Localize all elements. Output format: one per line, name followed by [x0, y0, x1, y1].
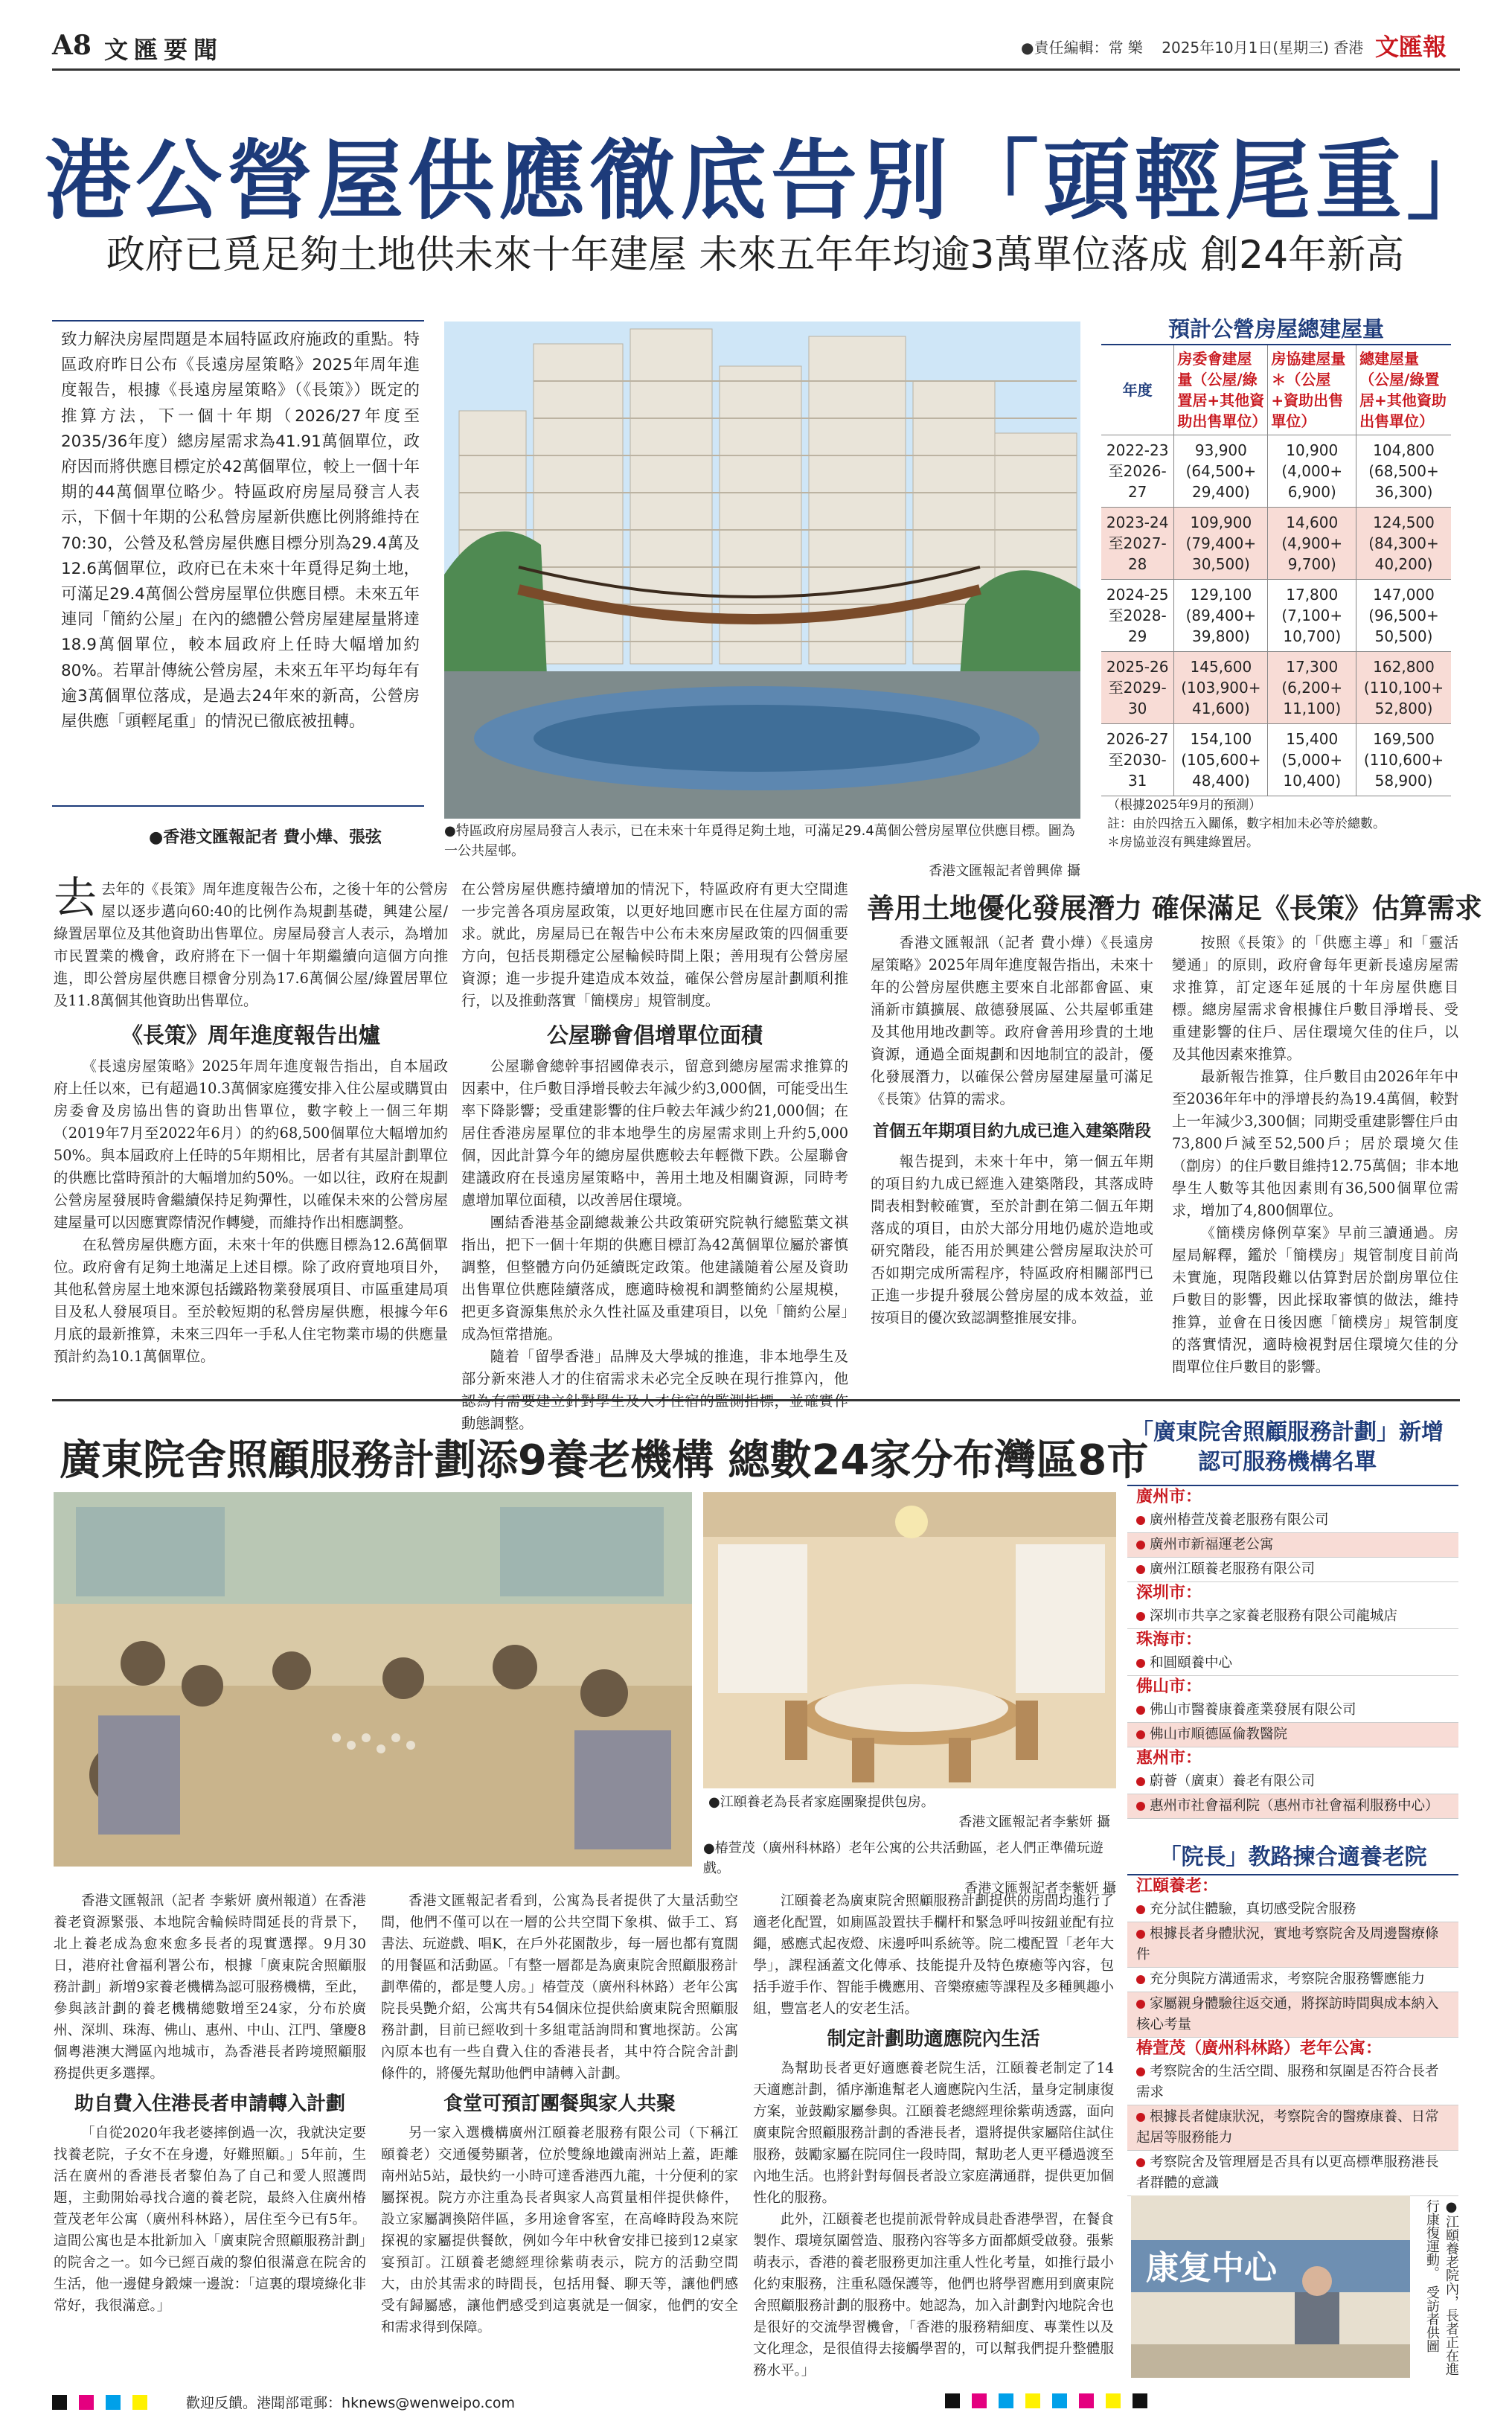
table-cell-line: (68,500+ [1368, 462, 1439, 480]
footer-feedback[interactable]: 歡迎反饋。港聞部電郵：hknews@wenweipo.com [186, 2395, 516, 2411]
color-swatch-black [52, 2395, 67, 2410]
table-cell-line: 147,000 [1373, 586, 1435, 604]
date: 2025年10月1日(星期三) 香港 [1162, 39, 1364, 57]
tip-text: 考察院舍及管理層是否具有以更高標準服務港長者群體的意識 [1136, 2155, 1439, 2191]
table-cell [1174, 435, 1268, 508]
institution-item [1127, 1605, 1458, 1629]
city-label: 珠海市： [1136, 1631, 1202, 1649]
institution-name: 廣州椿萱茂養老服務有限公司 [1150, 1512, 1329, 1528]
table-cell-line: 50,500) [1374, 627, 1433, 645]
table-cell [1174, 652, 1268, 724]
table-cell-line: 2025-26至2029-30 [1106, 658, 1169, 717]
article1-p3: 在私營房屋供應方面，未來十年的供應目標為12.6萬個單位。政府會有足夠土地滿足上述目標。除了政府賣地項目外，其他私營房屋土地來源包括鐵路物業發展項目、市區重建局項目及私人發展項目。至於較短期的私營房屋供應，根據今年6月底的最新推算，未來三四年一手私人住宅物業市場的供應量預計約為10.1萬個單位。 [54, 1236, 448, 1365]
table-row [1101, 435, 1451, 508]
institution-list-title: 「廣東院舍照顧服務計劃」新增認可服務機構名單 [1131, 1419, 1444, 1475]
gd-subhead1: 助自費入住港長者申請轉入計劃 [74, 2093, 345, 2115]
table-cell [1356, 508, 1451, 580]
rehab-sign: 康复中心 [1146, 2249, 1277, 2287]
housing-estate-illustration [444, 322, 1080, 819]
bullet-icon [1136, 2113, 1145, 2122]
article2-p4: 最新報告推算，住戶數目由2026年年中至2036年年中的淨增長約為19.4萬個，較對上一年減少3,300個；同期受重建影響住戶由73,800戶減至52,500戶；居於環境欠佳（劏房）的住戶數目維持12.75萬個；非本地學生人數等其他因素則有36,500個單位需求，增加了4,800個單位。 [1172, 1068, 1458, 1219]
article2-subhead1: 首個五年期項目約九成已進入建築階段 [872, 1122, 1151, 1141]
table-cell-line: (105,600+ [1181, 751, 1261, 769]
table-cell-line: (5,000+ [1281, 751, 1343, 769]
tip-text: 考察院舍的生活空間、服務和氛圍是否符合長者需求 [1136, 2064, 1439, 2100]
color-swatch-yellow [132, 2395, 147, 2410]
city-label: 佛山市： [1136, 1677, 1202, 1696]
table-cell-line: 58,900) [1374, 772, 1433, 790]
table-note-3: ＊房協並沒有興建綠置居。 [1107, 835, 1259, 850]
institution-name: 深圳市共享之家養老服務有限公司龍城店 [1150, 1608, 1398, 1624]
institution-item [1127, 1533, 1458, 1558]
institution-name: 廣州江頤養老服務有限公司 [1150, 1561, 1316, 1577]
tip-text: 根據長者健康狀況，考察院舍的醫療康養、日常起居等服務能力 [1136, 2109, 1439, 2146]
table-cell [1101, 724, 1174, 796]
table-row [1101, 724, 1451, 796]
table-cell-line: (89,400+ [1185, 607, 1257, 624]
table-cell-line: 14,600 [1286, 514, 1339, 531]
article1-p2: 《長遠房屋策略》2025年周年進度報告指出，自本屆政府上任以來，已有超過10.3萬個家庭獲安排入住公屋或購買由房委會及房協出售的資助出售單位，數字較上一個三年期（2019年7月至2022年6月）的約68,500個單位大幅增加約50%。與本屆政府上任時的5年期相比，居者有其屋計劃單位的供應比當時預計的大幅增加約50%。一如以往，政府在規劃公營房屋發展時會繼續保持足夠彈性，以確保未來的公營房屋建屋量可以因應實際情況作轉變，而維持作出相應調整。 [54, 1058, 448, 1231]
tip-item [1127, 1922, 1458, 1968]
activity-illustration [54, 1492, 692, 1867]
table-cell-line: 2024-25至2028-29 [1106, 586, 1169, 645]
article1-subhead2: 公屋聯會倡增單位面積 [546, 1023, 763, 1048]
article2-p5: 《簡樸房條例草案》早前三讀通過。房屋局解釋，鑑於「簡樸房」規管制度目前尚未實施，現階段難以估算對居於劏房單位住戶數目的影響，因此採取審慎的做法，維持推算，並會在日後因應「簡樸房」規管制度的落實情況，適時檢視對居住環境欠佳的分間單位住戶數目的影響。 [1172, 1224, 1458, 1375]
table-row [1101, 652, 1451, 724]
institution-item [1127, 1794, 1458, 1819]
table-cell-line: (84,300+ [1368, 534, 1439, 552]
gd-p7: 此外，江頤養老也提前派骨幹成員赴香港學習，在餐食製作、環境氛圍營造、服務內容等多方面都頗受啟發。張紫萌表示，香港的養老服務更加注重人性化考量，如推行最小化約束服務，注重私隱保護等，他們也將學習應用到廣東院舍照顧服務計劃的服務中。她認為，加入計劃對內地院舍也是很好的交流學習機會，「香港的服務精細度、專業性以及文化理念，是很值得去接觸學習的，可以幫我們提升整體服務水平。」 [753, 2212, 1114, 2379]
table-cell-line: 2023-24至2027-28 [1106, 514, 1169, 573]
bullet-icon [1136, 1706, 1145, 1715]
activity-credit: 香港文匯報記者李紫妍 攝 [964, 1881, 1116, 1896]
city-label: 深圳市： [1136, 1584, 1202, 1602]
headline-subtitle: 政府已覓足夠土地供未來十年建屋 未來五年年均逾3萬單位落成 創24年新高 [106, 233, 1405, 278]
table-cell-line: 6,900) [1287, 483, 1336, 501]
table-cell-line: (7,100+ [1281, 607, 1343, 624]
table-cell [1101, 652, 1174, 724]
tip-item [1127, 1968, 1458, 1992]
table-cell-line: 40,200) [1374, 555, 1433, 573]
dean-group1-title: 江頤養老： [1136, 1877, 1219, 1896]
tip-text: 充分試住體驗，真切感受院舍服務 [1150, 1902, 1356, 1917]
article1-p1: 去年的《長策》周年進度報告公布，之後十年的公營房屋以逐步邁向60:40的比例作為規劃基礎，興建公屋/綠置居單位及其他資助出售單位。房屋局發言人表示，為增加市民置業的機會，政府將在下一個十年期繼續向這個方向推進，即公營房屋供應目標會分別為17.6萬個公屋/綠置居單位及11.8萬個其他資助出售單位。 [54, 880, 448, 1009]
lead-text: 致力解決房屋問題是本屆特區政府施政的重點。特區政府昨日公布《長遠房屋策略》2025年周年進度報告，根據《長遠房屋策略》（《長策》）既定的推算方法，下一個十年期（2026/27年度至2035/36年度）總房屋需求為41.91萬個單位，政府因而將供應目標定於42萬個單位，較上一個十年期的44萬個單位略少。特區政府房屋局發言人表示，下個十年期的公私營房屋新供應比例將維持在70:30，公營及私營房屋供應目標分別為29.4萬及12.6萬個單位，政府已在未來十年覓得足夠土地，可滿足29.4萬個公營房屋單位供應目標。未來五年連同「簡約公屋」在內的總體公營房屋建屋量將達18.9萬個單位，較本屆政府上任時大幅增加約80%。若單計傳統公營房屋，未來五年平均每年有逾3萬個單位落成，是過去24年來的新高，公營房屋供應「頭輕尾重」的情況已徹底被扭轉。 [61, 330, 420, 732]
bullet-icon [1136, 1516, 1145, 1525]
table-cell [1356, 580, 1451, 652]
dining-caption-block [708, 1792, 1110, 1832]
table-cell-line: 124,500 [1373, 514, 1435, 531]
table-cell [1268, 652, 1356, 724]
table-cell [1356, 724, 1451, 796]
rehab-credit: 受訪者供圖 [1424, 2286, 1440, 2353]
table-cell-line: (64,500+ [1185, 462, 1257, 480]
gd-p4: 另一家入選機構廣州江頤養老服務有限公司（下稱江頤養老）交通優勢顯著，位於雙線地鐵南洲站上蓋，距離南州站5站，最快約一小時可達香港西九龍，十分便利的家屬探視。院方亦注重為長者與家人高質量相伴提供條件，設立家屬調換陪伴區，多用途會客室，在高峰時段為來院探視的家屬提供餐飲，例如今年中秋會安排已接到12桌家宴預訂。江頤養老總經理徐紫萌表示，院方的活動空間大，由於其需求的時間長，包括用餐、聊天等，讓他們感受有歸屬感，讓他們感受到這裏就是一個家，他們的安全和需求得到保障。 [381, 2126, 738, 2335]
gd-col1 [54, 1890, 366, 2317]
article1-col2 [461, 878, 848, 1435]
gd-subhead2: 食堂可預訂團餐與家人共聚 [443, 2093, 676, 2115]
institution-list [1127, 1485, 1458, 1819]
table-cell-line: 17,300 [1286, 658, 1339, 676]
nursing-home-activity-photo [54, 1492, 692, 1867]
gd-p6: 為幫助長者更好適應養老院生活，江頤養老制定了14天適應計劃，循序漸進幫老人適應院內生活，量身定制康復方案，並鼓勵家屬參與。江頤養老總經理徐紫萌透露，面向廣東院舍照顧服務計劃的香港長者，還將提供家屬陪住試住服務，鼓勵家屬在院同住一段時間，幫助老人更平穩過渡至內地生活。也將針對每個長者設立家庭溝通群，提供更加個性化的服務。 [753, 2061, 1114, 2206]
dean-group2-title: 椿萱茂（廣州科林路）老年公寓： [1136, 2039, 1383, 2058]
rehab-caption: ●江頤養老院內，長者正在進行康復運動。 [1424, 2199, 1459, 2376]
photo1-caption-block [444, 821, 1080, 881]
header-meta [1021, 36, 1363, 57]
dining-room-photo [703, 1492, 1116, 1788]
dining-illustration [703, 1492, 1116, 1788]
tip-item [1127, 2060, 1458, 2105]
table-cell-line: (4,900+ [1281, 534, 1343, 552]
gd-p5: 江頤養老為廣東院舍照顧服務計劃提供的房間均進行了適老化配置，如廁區設置扶手欄杆和緊急呼叫按鈕並配有拉繩，感應式起夜燈、床邊呼叫系統等。院二樓配置「老年大學」，課程涵蓋文化傳承、技能提升及特色療癒等內容，包括手遊手作、智能手機應用、音樂療癒等課程及多種興趣小組，豐富老人的安老生活。 [753, 1893, 1114, 2017]
gd-p2: 「自從2020年我老婆摔倒過一次，我就決定要找養老院，子女不在身邊，好難照顧。」5年前，生活在廣州的香港長者黎伯為了自己和愛人照護問題，主動開始尋找合適的養老院，最終入住廣州椿萱茂老年公寓（廣州科林路），居住至今已有5年。這間公寓也是本批新加入「廣東院舍照顧服務計劃」的院舍之一。如今已經百歲的黎伯很滿意在院舍的生活，他一邊健身鍛煉一邊說：「這裏的環境綠化非常好，我很滿意。」 [54, 2126, 366, 2314]
tip-text: 充分與院方溝通需求，考察院舍服務響應能力 [1150, 1971, 1426, 1987]
dean-title: 「院長」教路揀合適養老院 [1159, 1844, 1427, 1870]
city-label: 惠州市： [1136, 1749, 1202, 1768]
article1-col1 [54, 872, 448, 1368]
table-cell [1101, 435, 1174, 508]
editor: ●責任編輯：常 樂 [1021, 39, 1143, 57]
lead-box [52, 320, 424, 807]
table-cell-line: 109,900 [1190, 514, 1252, 531]
table-cell [1356, 435, 1451, 508]
table-cell-line: 9,700) [1287, 555, 1336, 573]
activity-caption: ●椿萱茂（廣州科林路）老年公寓的公共活動區，老人們正準備玩遊戲。 [703, 1840, 1103, 1876]
bullet-icon [1136, 1930, 1145, 1939]
article2-p2: 報告提到，未來十年中，第一個五年期的項目約九成已經進入建築階段，其落成時間表相對較確實，至於計劃在第二個五年期落成的項目，由於大部分用地仍處於造地或研究階段，能否用於興建公營房屋取決於可否如期完成所需程序，特區政府相關部門已正進一步提升發展公營房屋的成本效益，並按項目的優次致認調整推展安排。 [871, 1153, 1153, 1326]
table-cell [1101, 508, 1174, 580]
color-swatch-cyan [106, 2395, 121, 2410]
table-header-ha: 房委會建屋量（公屋/綠置居+其他資助出售單位） [1174, 345, 1268, 435]
gd-col3 [753, 1890, 1114, 2382]
table-cell-line: 36,300) [1374, 483, 1433, 501]
article1-subhead1: 《長策》周年進度報告出爐 [121, 1023, 380, 1048]
institution-name: 佛山市醫養康養產業發展有限公司 [1150, 1702, 1356, 1718]
table-cell-line: 48,400) [1191, 772, 1250, 790]
dean-tips [1127, 1874, 1458, 2196]
color-swatch-magenta [79, 2395, 94, 2410]
table-note-2: 註：由於四捨五入關係，數字相加未必等於總數。 [1107, 816, 1386, 831]
table-cell [1268, 508, 1356, 580]
institution-name: 惠州市社會福利院（惠州市社會福利服務中心） [1150, 1798, 1439, 1814]
table-cell-line: 41,600) [1191, 700, 1250, 717]
institution-item [1127, 1770, 1458, 1794]
table-note-1: （根據2025年9月的預測） [1107, 798, 1262, 813]
table-row [1101, 580, 1451, 652]
table-cell-line: 39,800) [1191, 627, 1250, 645]
masthead-logo: 文匯報 [1375, 33, 1447, 61]
footer-swatches-right [945, 2392, 1159, 2408]
housing-supply-table [1101, 345, 1451, 796]
article1-p7: 隨着「留學香港」品牌及大學城的推進，非本地學生及部分新來港人才的住宿需求未必完全反映在現行推算內，他 動態調整。 [461, 1348, 848, 1432]
rehab-photo [1131, 2195, 1410, 2378]
tip-text: 根據長者身體狀況，實地考察院舍及周邊醫療條件 [1136, 1926, 1439, 1963]
table-cell-line: 17,800 [1286, 586, 1339, 604]
table-cell [1268, 580, 1356, 652]
table-cell [1356, 652, 1451, 724]
bullet-icon [1136, 1975, 1145, 1984]
table-title: 預計公營房屋總建屋量 [1167, 316, 1384, 342]
bullet-icon [1136, 1905, 1145, 1914]
institution-item [1127, 1651, 1458, 1676]
table-cell-line: (96,500+ [1368, 607, 1439, 624]
table-cell-line: 10,700) [1283, 627, 1342, 645]
table-header-year: 年度 [1101, 345, 1174, 435]
table-cell-line: 29,400) [1191, 483, 1250, 501]
footer [52, 2392, 1460, 2410]
bullet-icon [1136, 2000, 1145, 2009]
article2-p1: 香港文匯報訊（記者 費小燁）《長遠房屋策略》2025年周年進度報告指出，未來十年的公營房屋供應主要來自北部都會區、東涌新市鎮擴展、啟德發展區、公共屋邨重建及其他用地改劃等。政府會善用珍貴的土地資源，通過全面規劃和因地制宜的設計，優化發展潛力，以確保公營房屋建屋量可滿足《長策》估算的需求。 [871, 934, 1153, 1107]
table-cell-line: 104,800 [1373, 441, 1435, 459]
table-cell-line: 11,100) [1283, 700, 1342, 717]
dean-group1-list [1127, 1898, 1458, 2038]
institution-name: 和圓頤養中心 [1150, 1655, 1233, 1671]
page-number: A8 [52, 30, 92, 61]
table-cell-line: 2026-27至2030-31 [1106, 730, 1169, 790]
article1-p6: 團結香港基金副總裁兼公共政策研究院執行總監葉文祺指出，把下一個十年期的供應目標訂為42萬個單位屬於審慎調整，但整體方向仍延續既定政策。他建議隨着公屋及資助出售單位供應陸續落成，應適時檢視和調整簡約公屋規模，把更多資源集焦於永久性社區及重建項目，以免「簡約公屋」成為恒常措施。 [461, 1214, 848, 1343]
table-cell [1268, 724, 1356, 796]
table-cell-line: 30,500) [1191, 555, 1250, 573]
gd-p1: 香港文匯報訊（記者 李紫妍 廣州報道）在香港養老資源緊張、本地院舍輪候時間延長的背景下，北上養老成為愈來愈多長者的現實選擇。9月30日，港府社會福利署公布，根據「廣東院舍照顧服務計劃」新增9家養老機構為認可服務機構，至此，參與該計劃的養老機構總數增至24家，分布於廣州、深圳、珠海、佛山、惠州、中山、江門、肇慶8個粵港澳大灣區內地城市，為香港長者跨境照顧服務提供更多選擇。 [54, 1893, 366, 2082]
bullet-icon [1136, 1612, 1145, 1621]
tip-item [1127, 1898, 1458, 1922]
article2-p3: 按照《長策》的「供應主導」和「靈活變通」的原則，政府會每年更新長遠房屋需求推算，訂定逐年延展的十年房屋供應目標。總房屋需求會根據住戶數目淨增長、受重建影響的住戶、居住環境欠佳的住戶，以及其他因素來推算。 [1172, 934, 1458, 1063]
institution-item [1127, 1723, 1458, 1747]
bullet-icon [1136, 1730, 1145, 1739]
bullet-icon [1136, 1659, 1145, 1668]
table-header-total: 總建屋量（公屋/綠置居+其他資助出售單位） [1356, 345, 1451, 435]
housing-table-wrapper [1101, 344, 1451, 796]
bullet-icon [1136, 2067, 1145, 2076]
table-cell-line: 52,800) [1374, 700, 1433, 717]
article2-col1 [871, 932, 1153, 1329]
institution-item [1127, 1698, 1458, 1723]
city-label: 廣州市： [1136, 1488, 1202, 1506]
table-cell-line: 162,800 [1373, 658, 1435, 676]
table-cell-line: 129,100 [1190, 586, 1252, 604]
table-cell-line: (103,900+ [1181, 679, 1261, 697]
table-cell-line: (79,400+ [1185, 534, 1257, 552]
table-cell [1174, 580, 1268, 652]
article2-col2 [1172, 932, 1458, 1378]
dining-credit: 香港文匯報記者李紫妍 攝 [958, 1814, 1110, 1830]
photo1-caption: ●特區政府房屋局發言人表示，已在未來十年覓得足夠土地，可滿足29.4萬個公營房屋單位供應目標。圖為一公共屋邨。 [444, 823, 1075, 859]
article2-title: 善用土地優化發展潛力 確保滿足《長策》估算需求 [867, 892, 1482, 924]
article1-p5: 公屋聯會總幹事招國偉表示，留意到總房屋需求推算的因素中，住戶數目淨增長較去年減少約3,000個，可能受出生率下降影響；受重建影響的住戶較去年減少約21,000個；在居住香港房屋單位的非本地學生的房屋需求則上升約5,000個，因此計算今年的總房屋供應較去年輕微下跌。公屋聯會建議政府在長遠房屋策略中，善用土地及相關資源，同時考慮增加單位面積，以改善居住環境。 [461, 1058, 848, 1209]
table-cell-line: (6,200+ [1281, 679, 1343, 697]
table-cell-line: 15,400 [1286, 730, 1339, 748]
table-cell-line: 2022-23至2026-27 [1106, 441, 1169, 501]
bullet-icon [1136, 1541, 1145, 1549]
table-cell-line: (110,100+ [1363, 679, 1444, 697]
table-cell [1174, 724, 1268, 796]
bullet-icon [1136, 1802, 1145, 1811]
institution-name: 蔚薈（廣東）養老有限公司 [1150, 1773, 1316, 1789]
table-cell [1101, 580, 1174, 652]
institution-item [1127, 1558, 1458, 1582]
gd-title: 廣東院舍照顧服務計劃添9養老機構 總數24家分布灣區8市 [60, 1436, 1149, 1485]
activity-caption-block [703, 1838, 1116, 1899]
table-cell-line: (4,000+ [1281, 462, 1343, 480]
dining-caption: ●江頤養老為長者家庭團聚提供包房。 [708, 1794, 935, 1810]
rehab-illustration [1131, 2195, 1410, 2378]
table-cell [1268, 435, 1356, 508]
table-cell-line: 10,900 [1286, 441, 1339, 459]
institution-name: 廣州市新福運老公寓 [1150, 1537, 1274, 1552]
housing-estate-photo [444, 322, 1080, 819]
table-cell-line: 10,400) [1283, 772, 1342, 790]
table-cell-line: 93,900 [1194, 441, 1247, 459]
gd-col2 [381, 1890, 738, 2338]
tip-item [1127, 1992, 1458, 2038]
tip-text: 家屬親身體驗往返交通，將探訪時間與成本納入核心考量 [1136, 1996, 1439, 2032]
table-cell-line: 169,500 [1373, 730, 1435, 748]
article1-p4: 在公營房屋供應持續增加的情況下，特區政府有更大空間進一步完善各項房屋政策，以更好地回應市民在住屋方面的需求。就此，房屋局已在報告中公布未來房屋政策的四個重要方向，包括長期穩定公屋輪候時間上限；善用現有公營房屋資源；進一步提升建造成本效益，確保公營房屋計劃順利推行，以及推動落實「簡樸房」規管制度。 [461, 880, 848, 1009]
dean-group2-list [1127, 2060, 1458, 2196]
lead-byline: ●香港文匯報記者 費小燁、張弦 [149, 828, 382, 847]
table-cell-line: 154,100 [1190, 730, 1252, 748]
institution-name: 佛山市順德區倫教醫院 [1150, 1727, 1288, 1742]
section-name: 文匯要聞 [104, 36, 224, 64]
bullet-icon [1136, 1777, 1145, 1786]
headline-title: 港公營屋供應徹底告別「頭輕尾重」 [45, 131, 1497, 231]
table-header-hs: 房協建屋量＊（公屋+資助出售單位） [1268, 345, 1356, 435]
institution-item [1127, 1509, 1458, 1533]
bullet-icon [1136, 2158, 1145, 2167]
section-divider [52, 1399, 1460, 1401]
header-rule [52, 68, 1460, 71]
tip-item [1127, 2151, 1458, 2196]
table-row [1101, 508, 1451, 580]
photo1-credit: 香港文匯報記者曾興偉 攝 [929, 863, 1080, 879]
table-notes [1107, 796, 1457, 852]
gd-subhead3: 制定計劃助適應院內生活 [827, 2028, 1040, 2050]
drop-cap: 去 [54, 872, 97, 923]
table-cell [1174, 508, 1268, 580]
gd-p3: 香港文匯報記者看到，公寓為長者提供了大量活動空間，他們不僅可以在一層的公共空間下象棋、做手工、寫書法、玩遊戲、唱K，在戶外花園散步，每一層也都有寬闊的用餐區和活動區。「有整一層都是為廣東院舍照顧服務計劃準備的，都是雙人房。」椿萱茂（廣州科林路）老年公寓院長吳艷介紹，公寓共有54個床位提供給廣東院舍照顧服務計劃，目前已經收到十多組電話詢問和實地探訪。公寓內原本也有一些自費入住的香港長者，其中符合院舍計劃條件的，將優先幫助他們申請轉入計劃。 [381, 1893, 738, 2082]
tip-item [1127, 2105, 1458, 2151]
table-cell-line: 145,600 [1190, 658, 1252, 676]
rehab-caption-block [1418, 2199, 1461, 2378]
table-cell-line: (110,600+ [1363, 751, 1444, 769]
bullet-icon [1136, 1565, 1145, 1574]
